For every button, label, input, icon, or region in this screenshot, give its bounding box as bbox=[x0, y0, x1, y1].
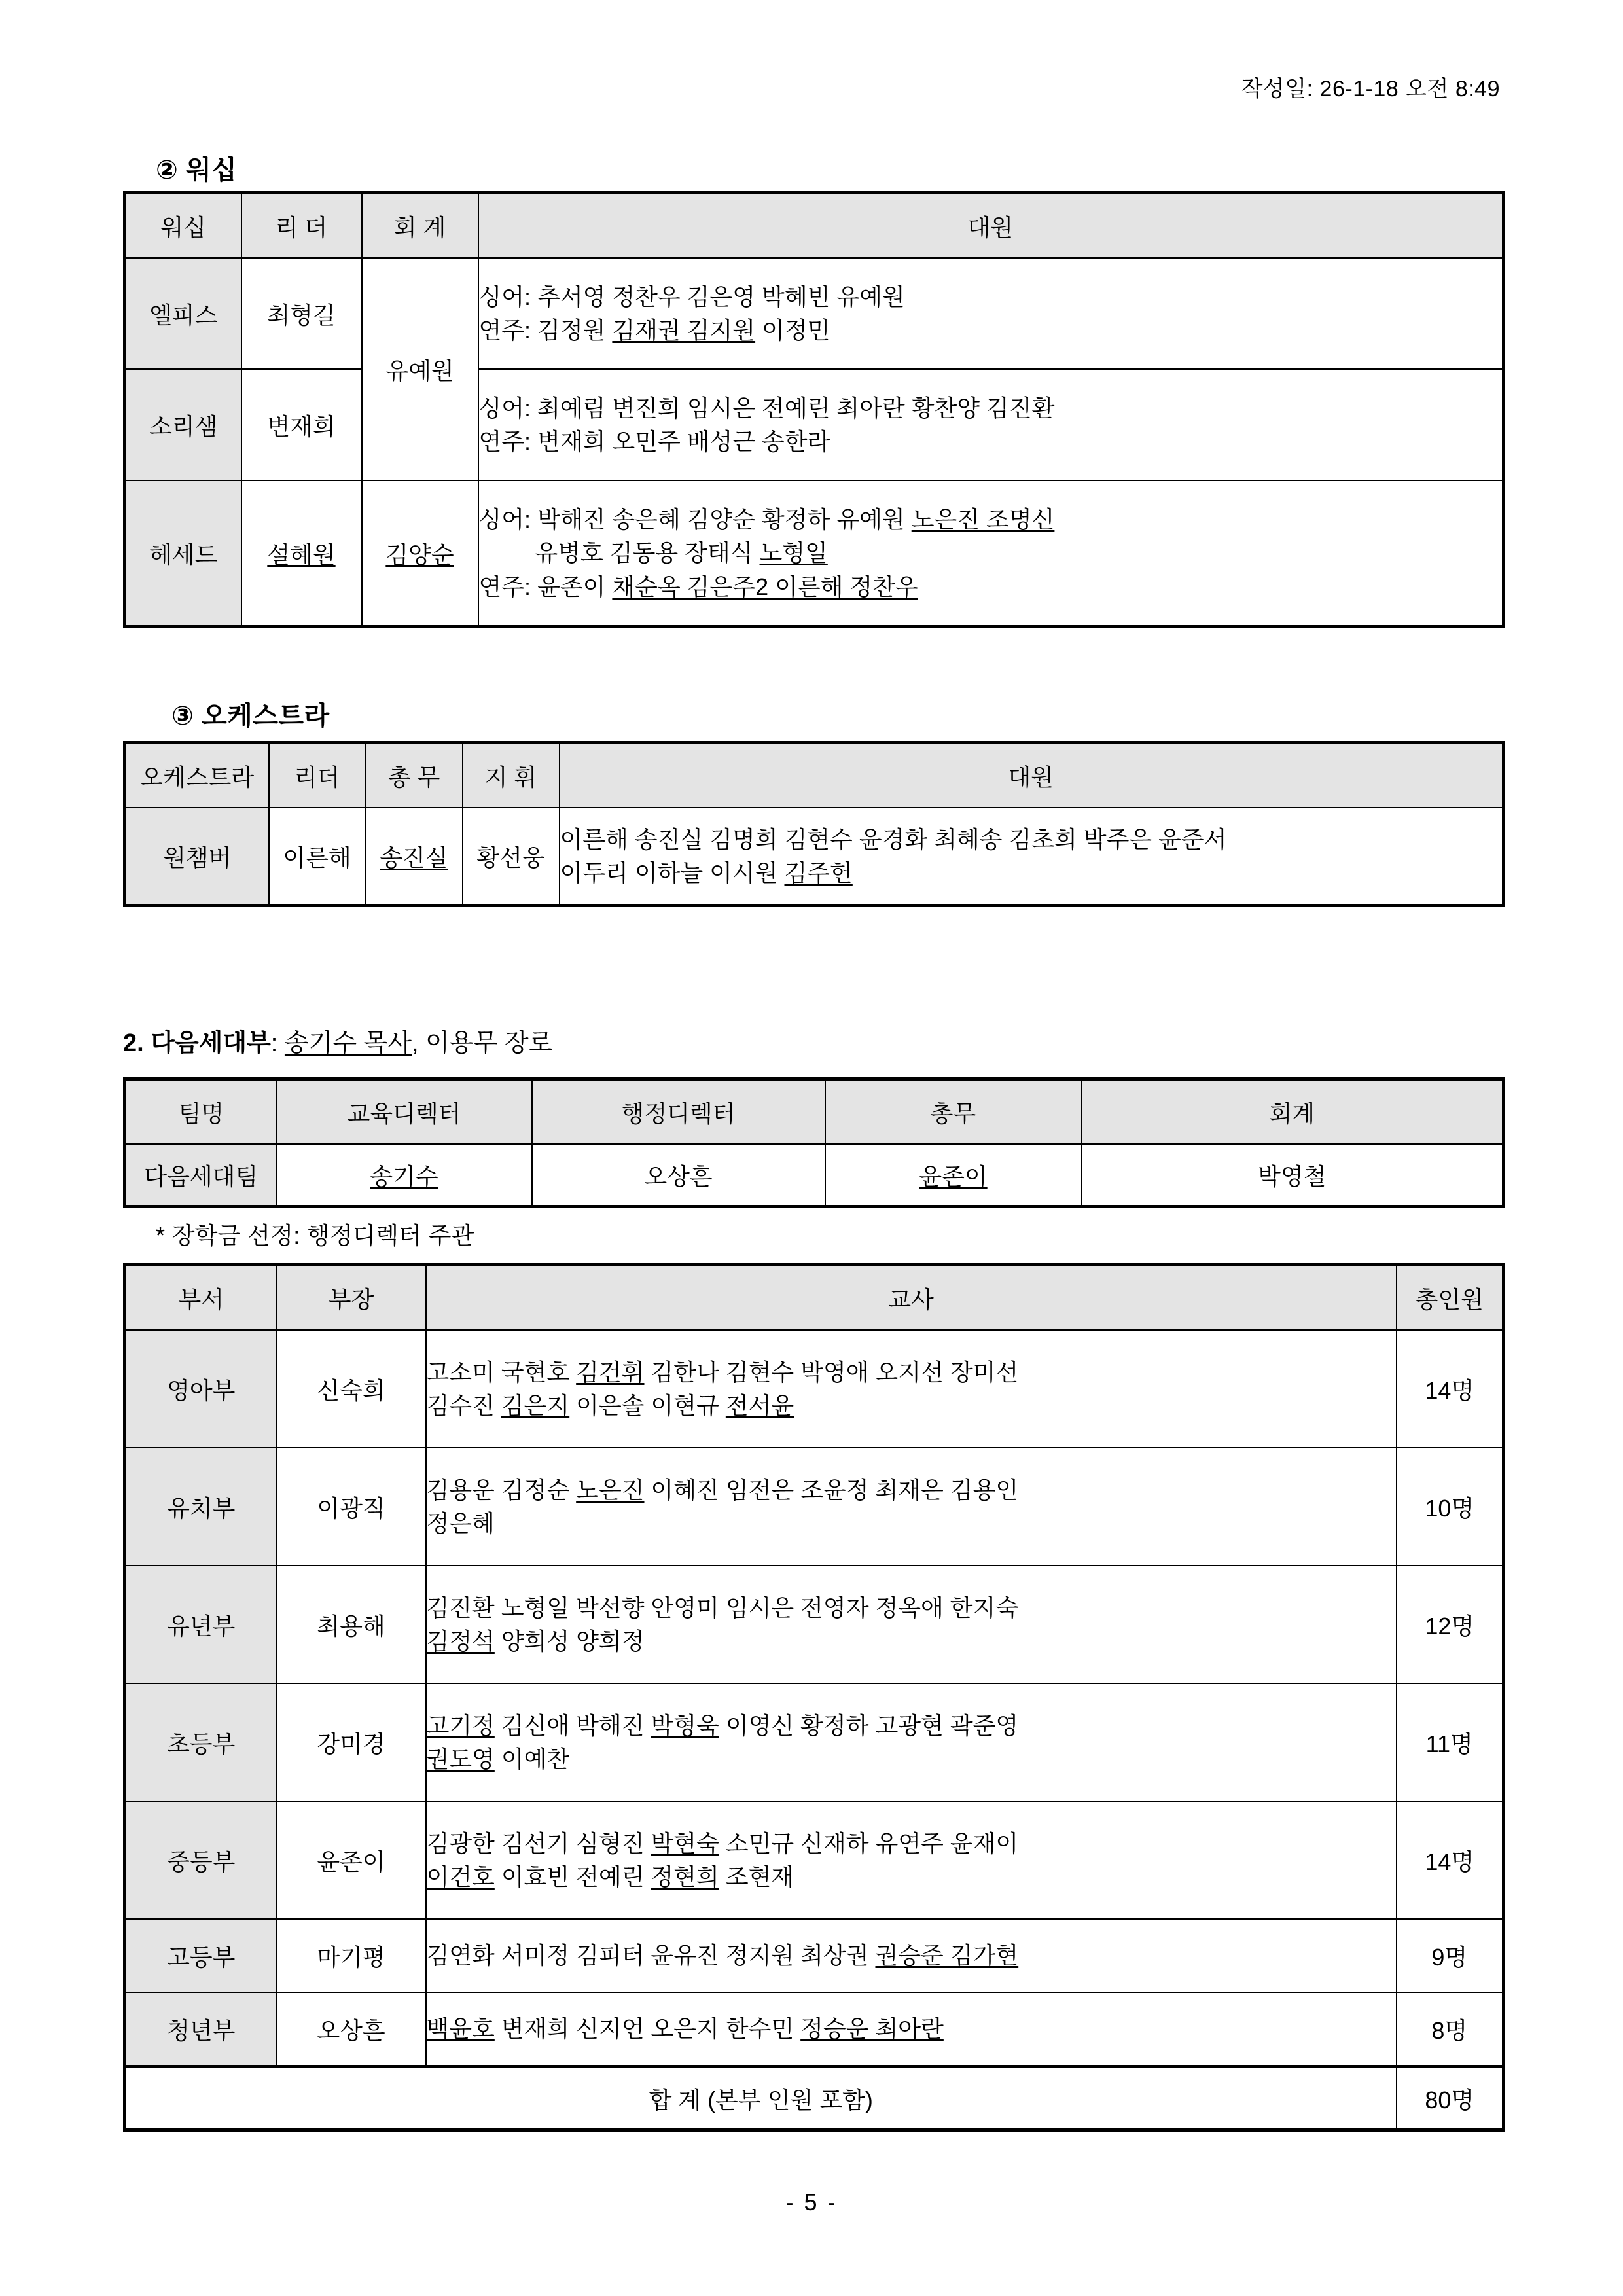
table-row bbox=[125, 808, 1504, 906]
department-table-header-row bbox=[125, 1265, 1504, 1331]
worship-name-hesed: 헤세드 bbox=[125, 480, 241, 627]
member-line: 이두리 이하늘 이시원 김주헌 bbox=[560, 859, 853, 886]
dept-head-0: 신숙희 bbox=[277, 1330, 426, 1448]
table-row bbox=[125, 1144, 1504, 1207]
table-row bbox=[125, 1801, 1504, 1919]
worship-table bbox=[123, 191, 1505, 628]
orchestra-col-conductor: 지 휘 bbox=[463, 743, 560, 808]
team-col-name: 팀명 bbox=[125, 1079, 277, 1145]
worship-leader-sorisaem: 변재희 bbox=[241, 369, 362, 480]
orchestra-leader: 이른해 bbox=[269, 808, 366, 906]
document-created-date: 작성일: 26-1-18 오전 8:49 bbox=[1241, 77, 1500, 101]
team-col-accountant: 회계 bbox=[1082, 1079, 1504, 1145]
next-gen-elder: , 이용무 장로 bbox=[412, 1030, 553, 1057]
dept-head-4: 윤존이 bbox=[277, 1801, 426, 1919]
teacher-line: 고소미 국현호 김건휘 김한나 김현수 박영애 오지선 장미선 bbox=[426, 1358, 1019, 1386]
dept-col-head: 부장 bbox=[277, 1265, 426, 1331]
teacher-line: 김용운 김정순 노은진 이혜진 임전은 조윤정 최재은 김용인 bbox=[426, 1476, 1019, 1503]
dept-col-department: 부서 bbox=[125, 1265, 277, 1331]
next-gen-heading: 2. 다음세대부: 송기수 목사, 이용무 장로 bbox=[123, 1030, 553, 1057]
dept-name-4: 중등부 bbox=[125, 1801, 277, 1919]
teacher-line: 정은혜 bbox=[426, 1510, 495, 1537]
department-total-label: 합 계 (본부 인원 포함) bbox=[125, 2067, 1397, 2130]
dept-count-4: 14명 bbox=[1397, 1801, 1504, 1919]
next-gen-heading-title: 다음세대부 bbox=[151, 1030, 271, 1057]
orchestra-section-heading: ③ 오케스트라 bbox=[171, 702, 330, 730]
department-total-count: 80명 bbox=[1397, 2067, 1504, 2130]
worship-name-elpis: 엘피스 bbox=[125, 258, 241, 369]
dept-head-6: 오상흔 bbox=[277, 1992, 426, 2067]
worship-leader-hesed: 설혜원 bbox=[241, 480, 362, 627]
orchestra-table bbox=[123, 741, 1505, 907]
worship-leader-elpis: 최형길 bbox=[241, 258, 362, 369]
department-total-row bbox=[125, 2067, 1504, 2130]
dept-col-teachers: 교사 bbox=[426, 1265, 1397, 1331]
table-row bbox=[125, 1992, 1504, 2067]
department-table bbox=[123, 1263, 1505, 2132]
scholarship-note: * 장학금 선정: 행정디렉터 주관 bbox=[156, 1222, 474, 1249]
dept-name-5: 고등부 bbox=[125, 1919, 277, 1992]
next-gen-pastor: 송기수 목사 bbox=[284, 1030, 412, 1057]
orchestra-col-leader: 리더 bbox=[269, 743, 366, 808]
member-line: 이른해 송진실 김명희 김현수 윤경화 최혜송 김초희 박주은 윤준서 bbox=[560, 825, 1227, 853]
teacher-line: 백윤호 변재희 신지언 오은지 한수민 정승운 최아란 bbox=[426, 2015, 944, 2043]
worship-name-sorisaem: 소리샘 bbox=[125, 369, 241, 480]
dept-teachers-3 bbox=[426, 1683, 1397, 1801]
dept-teachers-0 bbox=[426, 1330, 1397, 1448]
page-number-footer: - 5 - bbox=[785, 2189, 838, 2215]
dept-count-6: 8명 bbox=[1397, 1992, 1504, 2067]
orchestra-name: 원챔버 bbox=[125, 808, 269, 906]
orchestra-col-name: 오케스트라 bbox=[125, 743, 269, 808]
dept-head-1: 이광직 bbox=[277, 1448, 426, 1566]
dept-head-2: 최용해 bbox=[277, 1566, 426, 1683]
orchestra-col-manager: 총 무 bbox=[366, 743, 463, 808]
teacher-line: 김수진 김은지 이은솔 이현규 전서윤 bbox=[426, 1392, 794, 1419]
dept-name-6: 청년부 bbox=[125, 1992, 277, 2067]
orchestra-conductor: 황선웅 bbox=[463, 808, 560, 906]
worship-col-members: 대원 bbox=[478, 193, 1504, 259]
team-accountant: 박영철 bbox=[1082, 1144, 1504, 1207]
dept-name-0: 영아부 bbox=[125, 1330, 277, 1448]
dept-teachers-4 bbox=[426, 1801, 1397, 1919]
worship-section-heading: ② 워십 bbox=[156, 156, 238, 185]
table-row bbox=[125, 1330, 1504, 1448]
dept-name-1: 유치부 bbox=[125, 1448, 277, 1566]
team-table-header-row bbox=[125, 1079, 1504, 1145]
member-line: 싱어: 추서영 정찬우 김은영 박혜빈 유예원 bbox=[478, 283, 905, 310]
dept-count-1: 10명 bbox=[1397, 1448, 1504, 1566]
team-name: 다음세대팀 bbox=[125, 1144, 277, 1207]
dept-name-3: 초등부 bbox=[125, 1683, 277, 1801]
orchestra-manager: 송진실 bbox=[366, 808, 463, 906]
teacher-line: 김진환 노형일 박선향 안영미 임시은 전영자 정옥애 한지숙 bbox=[426, 1594, 1019, 1621]
dept-name-2: 유년부 bbox=[125, 1566, 277, 1683]
table-row bbox=[125, 369, 1504, 480]
dept-head-5: 마기평 bbox=[277, 1919, 426, 1992]
team-col-education-director: 교육디렉터 bbox=[277, 1079, 532, 1145]
member-line: 연주: 김정원 김재권 김지원 이정민 bbox=[478, 317, 830, 344]
team-manager: 윤존이 bbox=[825, 1144, 1082, 1207]
table-row bbox=[125, 1566, 1504, 1683]
table-row bbox=[125, 480, 1504, 627]
dept-count-0: 14명 bbox=[1397, 1330, 1504, 1448]
member-line: 연주: 윤존이 채순옥 김은주2 이른해 정찬우 bbox=[478, 573, 918, 600]
member-line: 싱어: 최예림 변진희 임시은 전예린 최아란 황찬양 김진환 bbox=[478, 394, 1055, 422]
team-col-admin-director: 행정디렉터 bbox=[532, 1079, 825, 1145]
worship-col-name: 워십 bbox=[125, 193, 241, 259]
table-row bbox=[125, 258, 1504, 369]
orchestra-col-members: 대원 bbox=[560, 743, 1504, 808]
teacher-line: 김광한 김선기 심형진 박현숙 소민규 신재하 유연주 윤재이 bbox=[426, 1829, 1019, 1857]
dept-teachers-5 bbox=[426, 1919, 1397, 1992]
teacher-line: 김정석 양희성 양희정 bbox=[426, 1628, 645, 1655]
next-gen-team-table bbox=[123, 1077, 1505, 1208]
worship-accountant-merged: 유예원 bbox=[362, 258, 478, 480]
teacher-line: 고기정 김신애 박해진 박형욱 이영신 황정하 고광현 곽준영 bbox=[426, 1712, 1019, 1739]
team-education-director: 송기수 bbox=[277, 1144, 532, 1207]
dept-teachers-2 bbox=[426, 1566, 1397, 1683]
orchestra-table-header-row bbox=[125, 743, 1504, 808]
team-col-manager: 총무 bbox=[825, 1079, 1082, 1145]
table-row bbox=[125, 1919, 1504, 1992]
worship-members-elpis bbox=[478, 258, 1504, 369]
worship-col-leader: 리 더 bbox=[241, 193, 362, 259]
dept-count-3: 11명 bbox=[1397, 1683, 1504, 1801]
dept-col-total: 총인원 bbox=[1397, 1265, 1504, 1331]
dept-head-3: 강미경 bbox=[277, 1683, 426, 1801]
next-gen-heading-number: 2. bbox=[123, 1030, 151, 1057]
table-row bbox=[125, 1448, 1504, 1566]
table-row bbox=[125, 1683, 1504, 1801]
dept-teachers-1 bbox=[426, 1448, 1397, 1566]
worship-col-accountant: 회 계 bbox=[362, 193, 478, 259]
worship-members-sorisaem bbox=[478, 369, 1504, 480]
teacher-line: 권도영 이예찬 bbox=[426, 1746, 570, 1772]
member-line: 유병호 김동용 장태식 노형일 bbox=[535, 539, 828, 567]
team-admin-director: 오상흔 bbox=[532, 1144, 825, 1207]
teacher-line: 이건호 이효빈 전예린 정현희 조현재 bbox=[426, 1863, 794, 1890]
dept-teachers-6 bbox=[426, 1992, 1397, 2067]
orchestra-members bbox=[560, 808, 1504, 906]
worship-table-header-row bbox=[125, 193, 1504, 259]
worship-members-hesed bbox=[478, 480, 1504, 627]
teacher-line: 김연화 서미정 김피터 윤유진 정지원 최상권 권승준 김가현 bbox=[426, 1942, 1019, 1969]
member-line: 싱어: 박해진 송은혜 김양순 황정하 유예원 노은진 조명신 bbox=[478, 506, 1055, 533]
dept-count-5: 9명 bbox=[1397, 1919, 1504, 1992]
member-line: 연주: 변재희 오민주 배성근 송한라 bbox=[478, 428, 830, 455]
dept-count-2: 12명 bbox=[1397, 1566, 1504, 1683]
worship-accountant-hesed: 김양순 bbox=[362, 480, 478, 627]
